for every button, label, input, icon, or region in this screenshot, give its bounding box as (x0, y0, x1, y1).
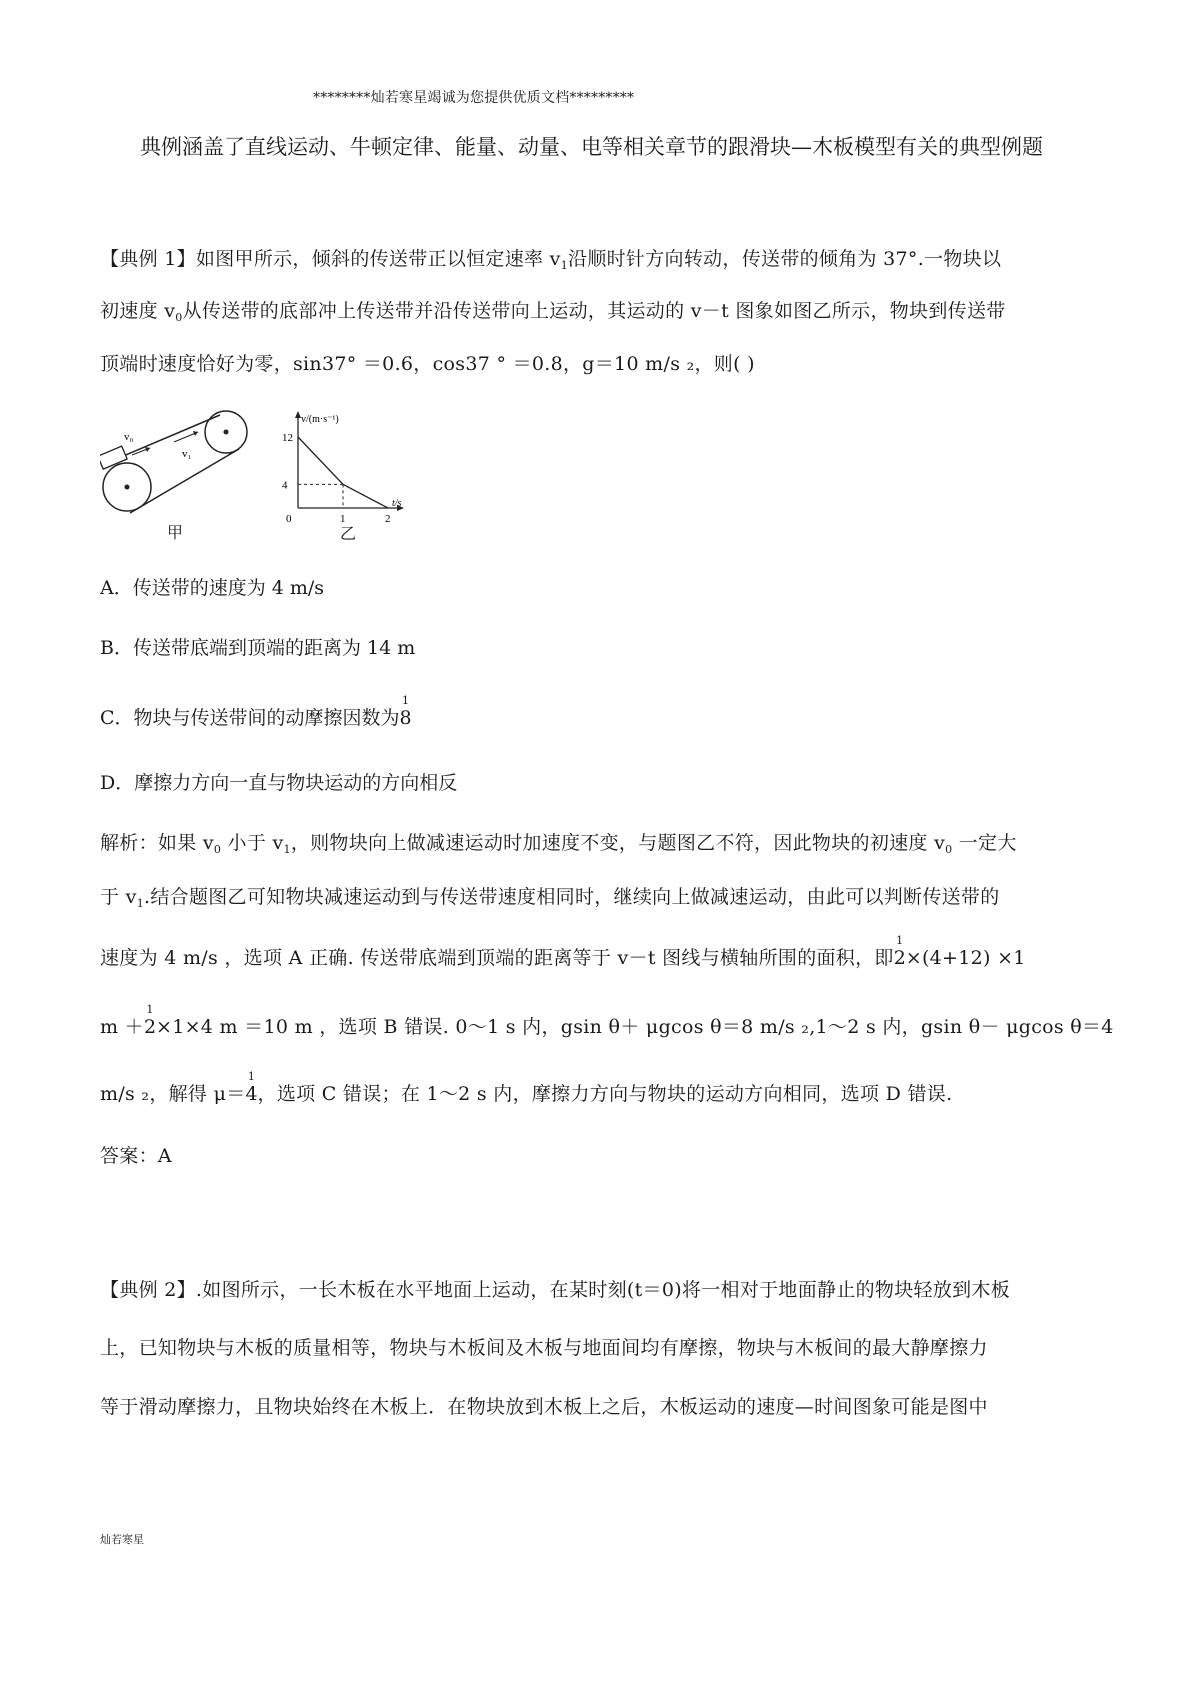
header-watermark: ********灿若寒星竭诚为您提供优质文档********* (313, 90, 635, 106)
text: 解析：如果 v (100, 832, 214, 854)
option-c (100, 694, 412, 730)
y-axis-label: v/(m·s⁻¹) (301, 414, 339, 425)
solution-line-1 (100, 828, 1017, 856)
text: 于 v (100, 886, 137, 908)
y-tick-label: 12 (282, 432, 293, 444)
solution-line-4 (100, 1003, 1114, 1039)
text: .结合题图乙可知物块减速运动到与传送带速度相同时，继续向上做减速运动，由此可以判断传送带的 (144, 886, 1000, 908)
text: ×1×4 m ＝10 m ，选项 B 错误. 0～1 s 内，gsin θ＋ μgcos θ＝8 m/s ₂,1～2 s 内，gsin θ－ μgcos θ＝4 (155, 1016, 1114, 1038)
ex1-line-2-part-b: 从传送带的底部冲上传送带并沿传送带向上运动，其运动的 v－t 图象如图乙所示，物块到传送带 (182, 300, 1006, 322)
text: ，则物块向上做减速运动时加速度不变，与题图乙不符，因此物块的初速度 v (290, 832, 946, 854)
solution-line-2 (100, 882, 1000, 910)
fraction (893, 934, 907, 969)
block (100, 446, 127, 469)
option-a: A．传送带的速度为 4 m/s (100, 577, 325, 599)
figure-yi-vt-chart (272, 405, 422, 540)
x-tick-label: 2 (385, 513, 391, 525)
text: ×(4+12) ×1 (905, 947, 1026, 969)
ex1-line-2-part-a: 初速度 v (100, 300, 176, 322)
ex2-line-2: 上，已知物块与木板的质量相等，物块与木板间及木板与地面间均有摩擦，物块与木板间的最大静摩擦力 (100, 1337, 988, 1359)
x-tick-label: 0 (286, 513, 292, 525)
subscript: 0 (213, 843, 222, 856)
fraction-denominator: 2 (143, 1016, 157, 1038)
fraction-denominator: 4 (245, 1083, 258, 1105)
fraction-denominator: 2 (893, 947, 907, 969)
text: 小于 v (221, 832, 284, 854)
text: 一定大 (952, 832, 1017, 854)
ex1-line-1-part-a: 【典例 1】如图甲所示，倾斜的传送带正以恒定速率 v (100, 248, 561, 270)
ex1-line-1-part-b: 沿顺时针方向转动，传送带的倾角为 37°.一物块以 (568, 248, 1002, 270)
fraction-numerator: 1 (247, 1070, 256, 1083)
ex1-line-2 (100, 296, 1006, 324)
subscript: 1 (560, 259, 569, 272)
fraction (143, 1003, 157, 1038)
fraction (245, 1070, 258, 1105)
x-tick-label: 1 (340, 513, 346, 525)
figure-yi-label: 乙 (340, 524, 357, 543)
text: m/s ₂，解得 μ＝ (100, 1083, 246, 1105)
fraction-numerator: 1 (402, 694, 410, 707)
intro-text: 典例涵盖了直线运动、牛顿定律、能量、动量、电等相关章节的跟滑块—木板模型有关的典型例题 (140, 135, 1043, 159)
figure-jia-label: 甲 (167, 523, 184, 542)
subscript: 1 (283, 843, 291, 856)
y-tick-label: 4 (282, 479, 288, 492)
v1-label: v₁ (182, 448, 192, 460)
bottom-pulley-axle (125, 485, 130, 490)
top-pulley-axle (224, 430, 229, 435)
option-b: B．传送带底端到顶端的距离为 14 m (100, 637, 416, 659)
answer: 答案：A (100, 1145, 172, 1167)
fraction (399, 694, 412, 729)
text: 速度为 4 m/s ，选项 A 正确. 传送带底端到顶端的距离等于 v－t 图线与横轴所围的面积，即 (100, 947, 894, 969)
solution-line-3 (100, 934, 1026, 970)
option-d: D．摩擦力方向一直与物块运动的方向相反 (100, 772, 458, 794)
ex2-line-1: 【典例 2】.如图所示，一长木板在水平地面上运动，在某时刻(t＝0)将一相对于地面静止的物块轻放到木板 (100, 1279, 1011, 1301)
option-c-text: C．物块与传送带间的动摩擦因数为 (100, 707, 400, 729)
fraction-numerator: 1 (896, 934, 904, 947)
ex1-line-1 (100, 244, 1001, 272)
ex2-line-3: 等于滑动摩擦力，且物块始终在木板上．在物块放到木板上之后，木板运动的速度—时间图象可能是图中 (100, 1396, 988, 1418)
fraction-denominator: 8 (399, 707, 412, 729)
solution-line-5 (100, 1070, 953, 1106)
page-footer: 灿若寒星 (100, 1533, 144, 1546)
text: ，选项 C 错误；在 1～2 s 内，摩擦力方向与物块的运动方向相同，选项 D 错误. (257, 1083, 953, 1105)
fraction-numerator: 1 (146, 1003, 154, 1016)
subscript: 1 (136, 897, 144, 910)
text: m ＋ (100, 1016, 144, 1038)
subscript: 0 (175, 311, 183, 324)
x-axis-label: t/s (392, 498, 402, 509)
ex1-line-3: 顶端时速度恰好为零，sin37° ＝0.6，cos37 ° ＝0.8，g＝10 m/s ₂，则( ) (100, 353, 755, 375)
subscript: 0 (945, 843, 953, 856)
v0-label: v₀ (124, 431, 134, 443)
